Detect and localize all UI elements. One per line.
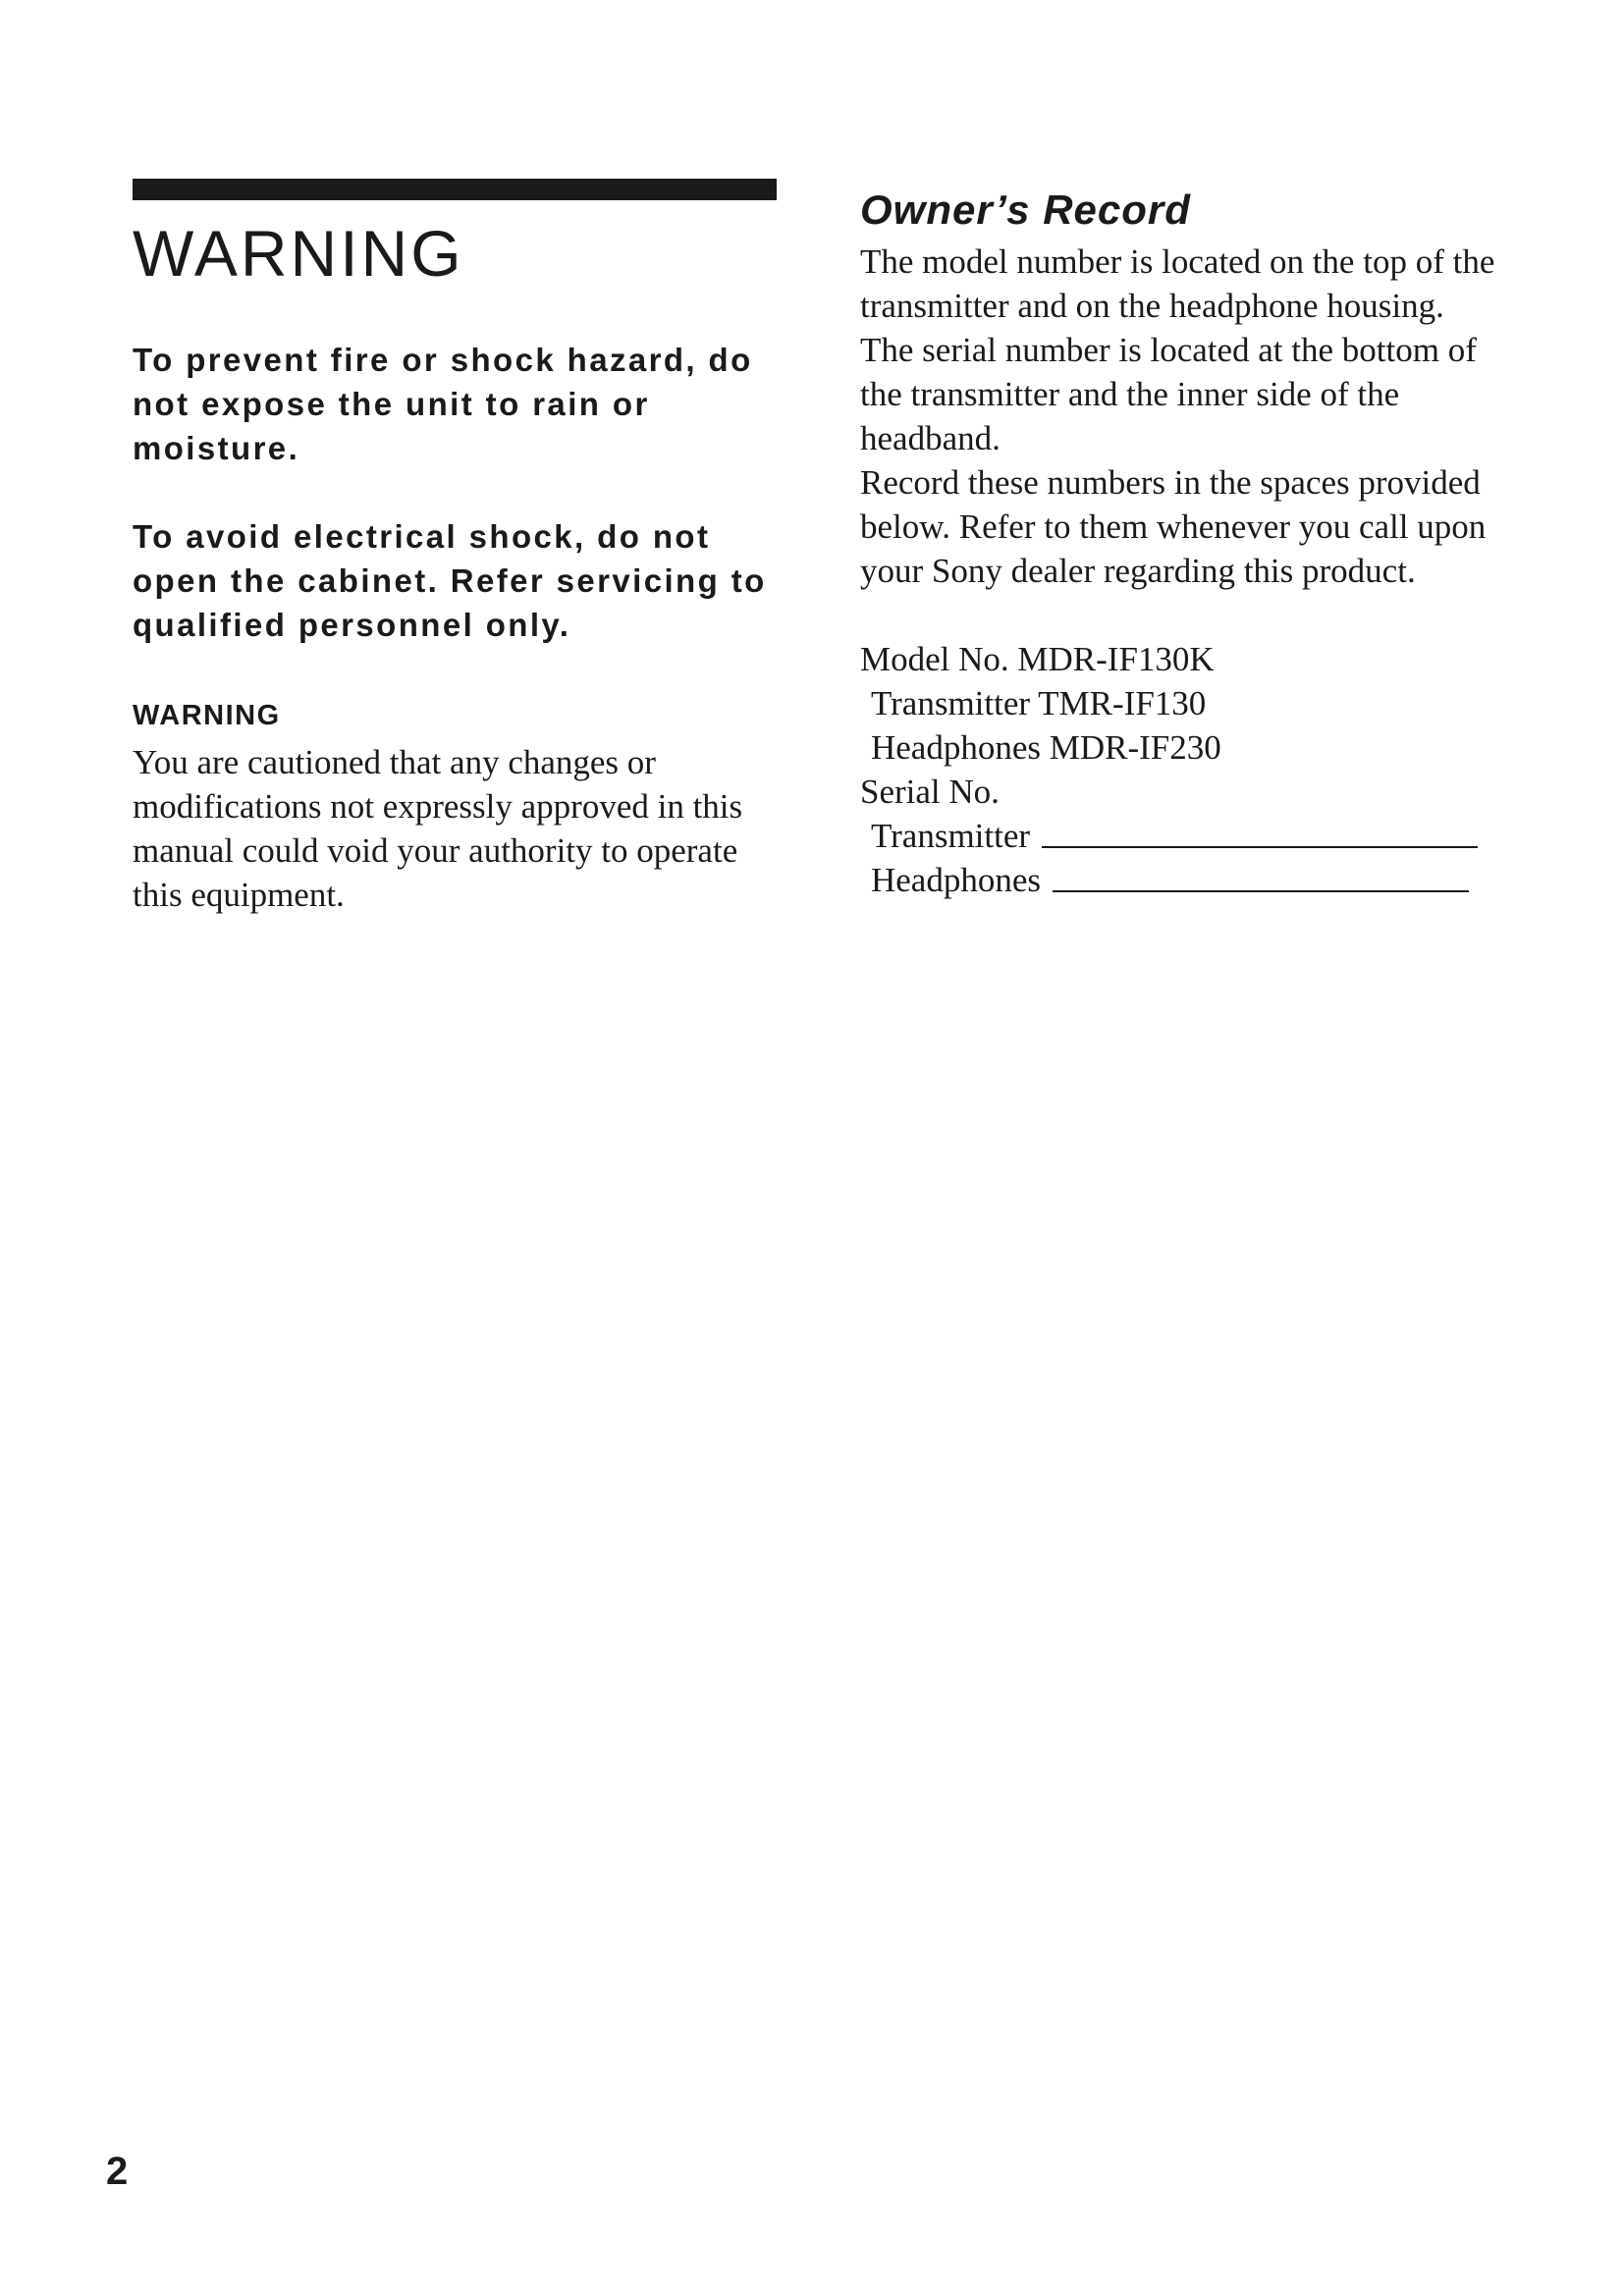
model-number-label: Model No. MDR-IF130K — [860, 640, 1215, 678]
heading-rule-bar — [133, 179, 777, 200]
page-number: 2 — [106, 2150, 129, 2193]
serial-number-line — [860, 770, 1518, 814]
owners-record-title: Owner’s Record — [860, 187, 1191, 233]
serial-transmitter-line — [860, 814, 1518, 858]
serial-transmitter-blank — [1042, 846, 1478, 848]
record-instructions-text: Record these numbers in the spaces provided below. Refer to them whenever you call upon your Sony dealer regarding this product. — [860, 463, 1487, 590]
serial-headphones-line — [860, 858, 1518, 902]
warning-subheading: WARNING — [133, 700, 281, 731]
owners-record-description — [860, 240, 1508, 593]
model-headphones-text: Headphones MDR-IF230 — [871, 728, 1221, 767]
model-transmitter-line — [860, 681, 1518, 725]
model-number-line — [860, 637, 1518, 681]
warning-title: WARNING — [133, 217, 464, 290]
serial-number-label: Serial No. — [860, 773, 1000, 811]
serial-headphones-blank — [1053, 890, 1469, 892]
serial-transmitter-label: Transmitter — [871, 817, 1031, 855]
model-number-location-text: The model number is located on the top of the transmitter and on the headphone housing. — [860, 242, 1495, 325]
modification-caution-text: You are cautioned that any changes or modifications not expressly approved in this manual could void your authority to operate this equipment. — [133, 743, 743, 914]
record-form — [860, 637, 1518, 902]
owners-record-section — [860, 183, 1518, 902]
electrical-shock-warning: To avoid electrical shock, do not open the cabinet. Refer servicing to qualified personnel only. — [133, 518, 767, 643]
warning-section — [133, 179, 779, 917]
serial-number-location-text: The serial number is located at the bottom of the transmitter and the inner side of the headband. — [860, 331, 1477, 457]
fire-shock-warning: To prevent fire or shock hazard, do not expose the unit to rain or moisture. — [133, 342, 753, 466]
model-headphones-line — [860, 725, 1518, 770]
model-transmitter-text: Transmitter TMR-IF130 — [871, 684, 1207, 722]
serial-headphones-label: Headphones — [871, 861, 1042, 899]
